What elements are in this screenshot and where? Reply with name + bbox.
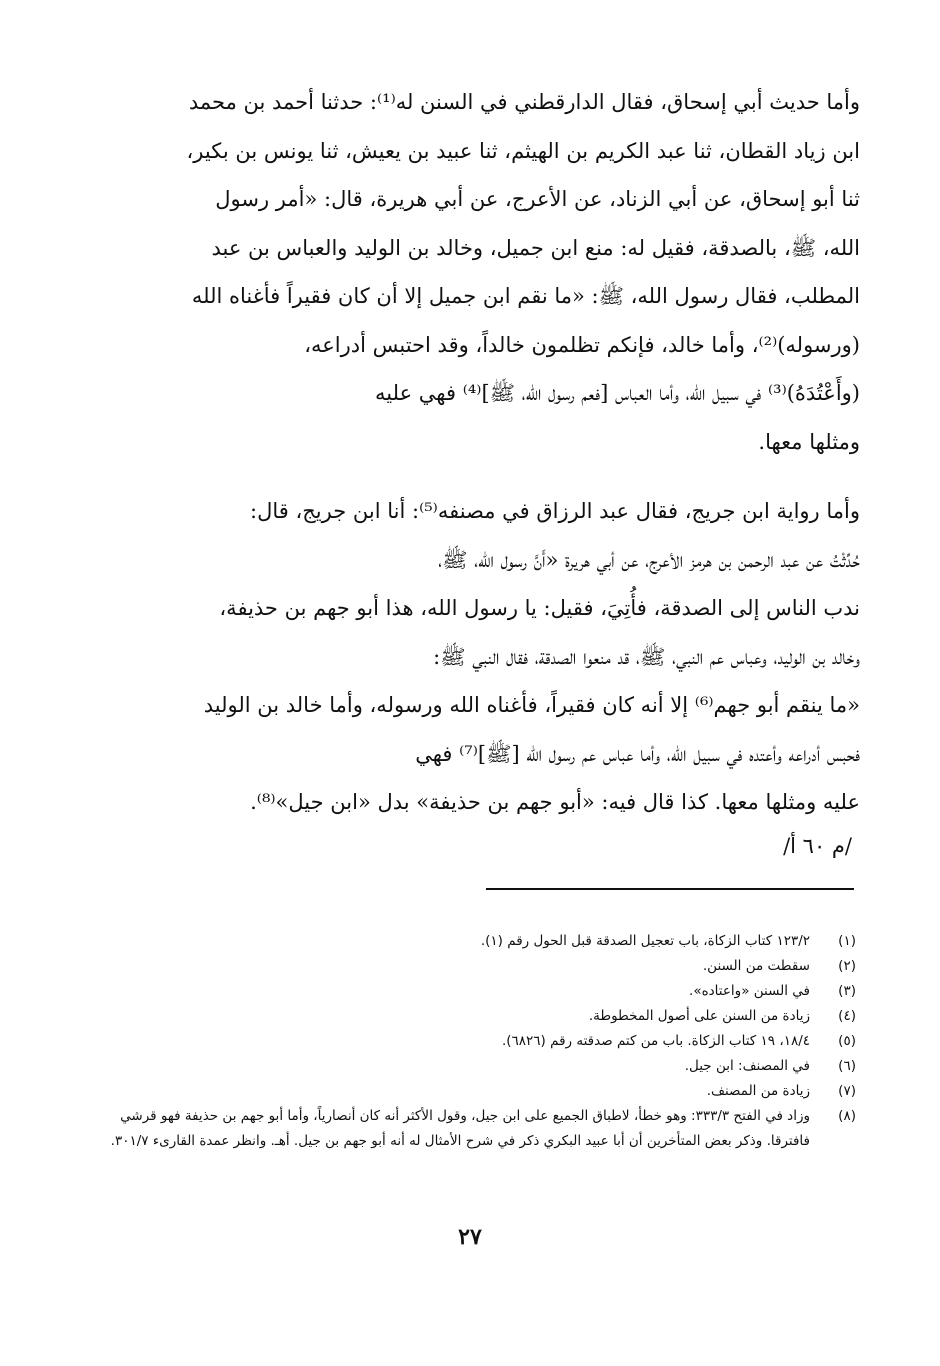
text-line: فحبس أدراعه وأعتده في سبيل الله، وأما عباس عم رسول الله [ﷺ]⁽⁷⁾ فهي xyxy=(415,741,860,766)
footnote-text: ١٢٣/٢ كتاب الزكاة، باب تعجيل الصدقة قبل الحول رقم (١). xyxy=(480,933,810,949)
footnote xyxy=(110,954,856,979)
text-line: ومثلها معها. xyxy=(758,429,860,454)
text-line: ابن زياد القطان، ثنا عبد الكريم بن الهيثم، ثنا عبيد بن يعيش، ثنا يونس بن بكير، xyxy=(186,138,860,163)
text-line: عليه ومثلها معها. كذا قال فيه: «أبو جهم بن حذيفة» بدل «ابن جيل»⁽⁸⁾. xyxy=(250,790,860,814)
footnote-number: (٢) xyxy=(838,958,856,974)
footnotes-list xyxy=(110,929,856,1154)
text-line: حُدِّثْتُ عن عبد الرحمن بن هرمز الأعرج، عن أبي هريرة «أَنَّ رسول الله، ﷺ، xyxy=(438,547,860,572)
text-line: (ورسوله)⁽²⁾، وأما خالد، فإنكم تظلمون خالداً، وقد احتبس أدراعه، xyxy=(304,332,860,357)
footnote-number: (٨) xyxy=(838,1108,856,1124)
footnote xyxy=(110,1004,856,1029)
manuscript-folio-marker: /م ٦٠ أ/ xyxy=(783,834,852,858)
footnote xyxy=(110,979,856,1004)
footnote-text: زيادة من المصنف. xyxy=(706,1083,810,1099)
footnote-text: في المصنف: ابن جيل. xyxy=(684,1058,810,1074)
footnote-number: (٣) xyxy=(838,983,856,999)
footnote xyxy=(110,1029,856,1054)
footnote-separator xyxy=(486,888,854,890)
footnote-number: (٦) xyxy=(838,1058,856,1074)
text-line: (وأَعْتُدَهُ)⁽³⁾ في سبيل الله، وأما العباس [فعم رسول الله، ﷺ]⁽⁴⁾ فهي عليه xyxy=(375,381,860,405)
footnote-number: (٥) xyxy=(838,1033,856,1049)
text-line: وأما حديث أبي إسحاق، فقال الدارقطني في السنن له⁽¹⁾: حدثنا أحمد بن محمد xyxy=(188,90,860,114)
page-number: ٢٧ xyxy=(458,1224,482,1250)
text-line: المطلب، فقال رسول الله، ﷺ: «ما نقم ابن جميل إلا أن كان فقيراً فأغناه الله xyxy=(191,284,860,308)
text-line: ندب الناس إلى الصدقة، فأُتِيَ، فقيل: يا رسول الله، هذا أبو جهم بن حذيفة، xyxy=(219,596,860,620)
footnote-number: (٧) xyxy=(838,1083,856,1099)
paragraph-riwayat-ibn-jurayj xyxy=(108,487,860,827)
text-line: الله، ﷺ، بالصدقة، فقيل له: منع ابن جميل، وخالد بن الوليد والعباس بن عبد xyxy=(211,235,860,260)
footnote-text: ١٨/٤، ١٩ كتاب الزكاة. باب من كتم صدقته رقم (٦٨٢٦). xyxy=(501,1033,810,1049)
text-line: وأما رواية ابن جريج، فقال عبد الرزاق في مصنفه⁽⁵⁾: أنا ابن جريج، قال: xyxy=(250,499,860,523)
text-line: وخالد بن الوليد، وعباس عم النبي، ﷺ، قد منعوا الصدقة، فقال النبي ﷺ: xyxy=(433,644,860,669)
footnote-text: وزاد في الفتح ٣٣٣/٣: وهو خطأ، لاطباق الجميع على ابن جيل، وقول الأكثر أنه كان أنصارياً، وأما أبو جهم بن حذيفة فهو قرشي فافترقا. وذكر بعض المتأخرين أن أبا عبيد البكري ذكر في شرح الأمثال له أنه أبو جهم بن جيل. أهـ. وانظر عمدة القارىء ٣٠١/٧. xyxy=(110,1108,810,1149)
text-line: ثنا أبو إسحاق، عن أبي الزناد، عن الأعرج، عن أبي هريرة، قال: «أمر رسول xyxy=(215,187,860,211)
paragraph-hadith-abi-ishaq xyxy=(108,78,860,466)
footnote xyxy=(110,1079,856,1104)
footnote xyxy=(110,1054,856,1079)
text-line: «ما ينقم أبو جهم⁽⁶⁾ إلا أنه كان فقيراً، فأغناه الله ورسوله، وأما خالد بن الوليد xyxy=(203,693,860,717)
footnote xyxy=(110,1104,856,1154)
footnote xyxy=(110,929,856,954)
footnote-text: في السنن «واعتاده». xyxy=(689,983,810,999)
footnote-text: سقطت من السنن. xyxy=(702,958,810,974)
footnote-number: (١) xyxy=(838,933,856,949)
footnote-text: زيادة من السنن على أصول المخطوطة. xyxy=(588,1008,810,1024)
footnote-number: (٤) xyxy=(838,1008,856,1024)
